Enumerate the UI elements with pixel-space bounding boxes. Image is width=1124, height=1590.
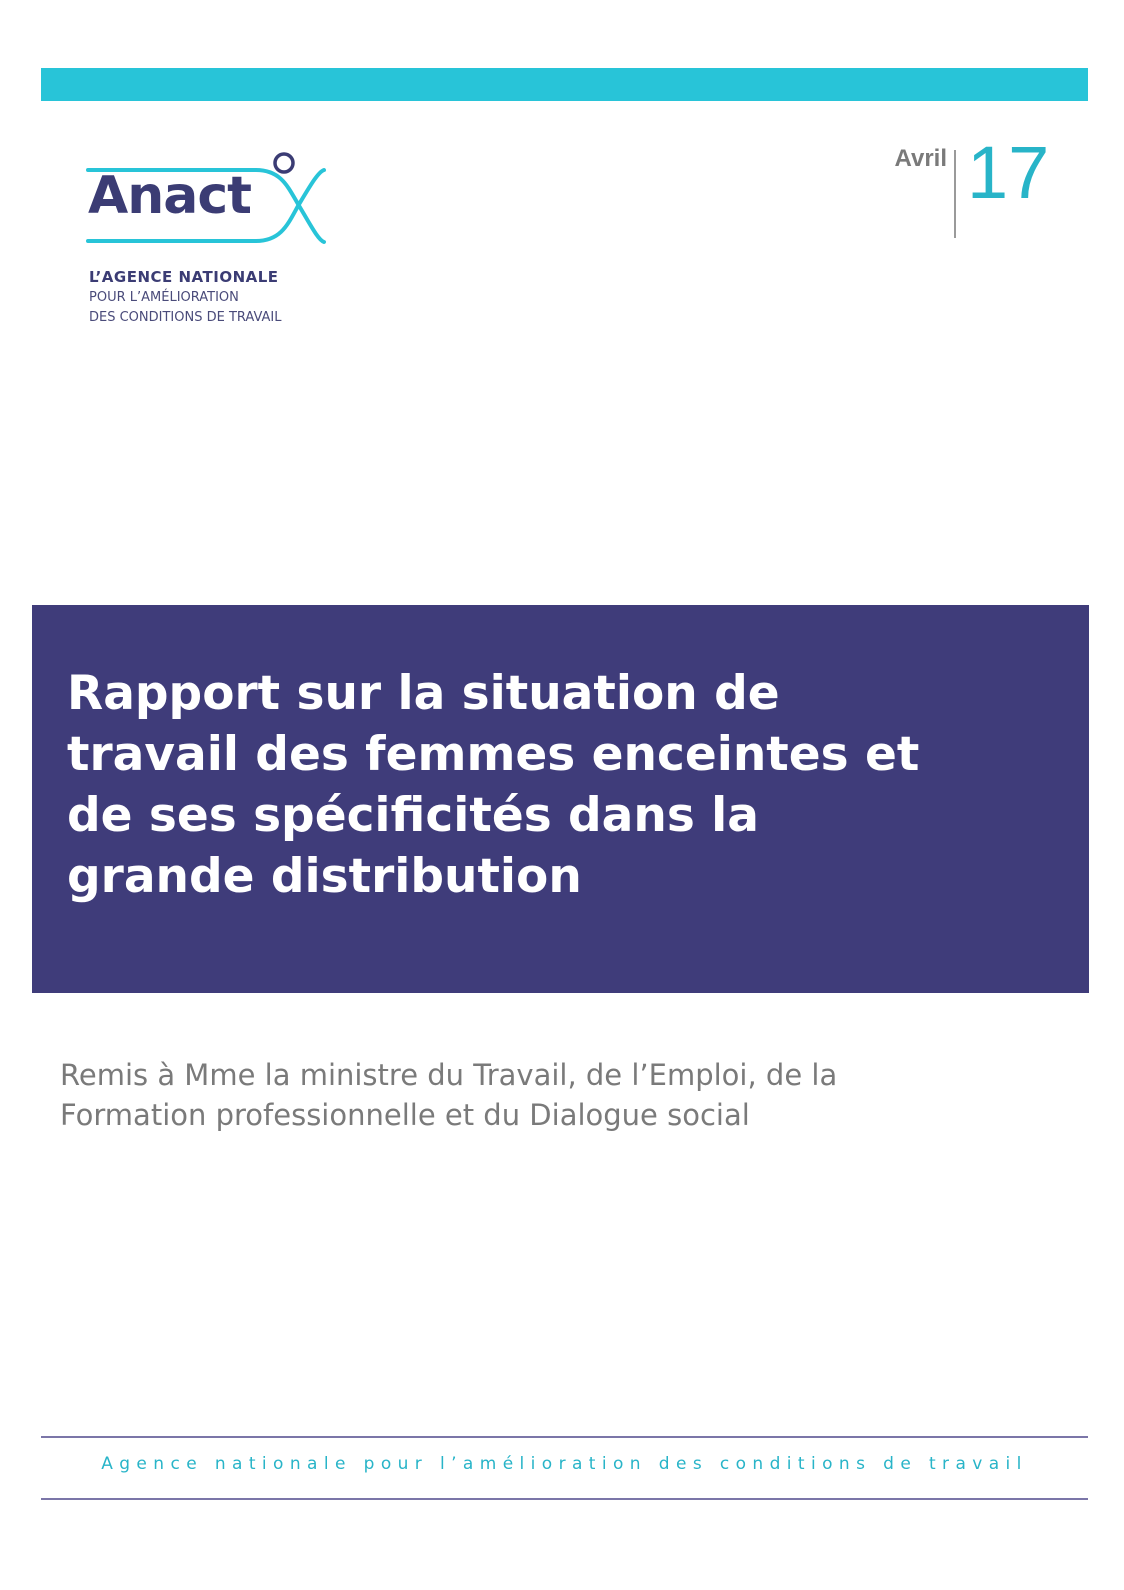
date-divider (954, 150, 956, 238)
logo-tagline-line1: L’AGENCE NATIONALE (89, 268, 279, 286)
logo-tagline-line3: DES CONDITIONS DE TRAVAIL (89, 310, 282, 325)
date-month: Avril (894, 145, 947, 172)
logo-tagline-line2: POUR L’AMÉLIORATION (89, 290, 239, 305)
footer-text: Agence nationale pour l’amélioration des conditions de travail (101, 1454, 1028, 1474)
report-title: Rapport sur la situation de travail des femmes enceintes et de ses spécificités dans la grande distribution (67, 666, 920, 904)
date-year: 17 (967, 131, 1050, 214)
title-block (32, 605, 1089, 993)
footer-rule-bottom (41, 1498, 1088, 1500)
logo-wordmark: Anact (88, 166, 252, 226)
footer-rule-top (41, 1436, 1088, 1438)
report-subtitle: Remis à Mme la ministre du Travail, de l’Emploi, de la Formation professionnelle et du Dialogue social (60, 1058, 838, 1132)
anact-logo (66, 142, 340, 347)
top-accent-bar (41, 68, 1088, 101)
